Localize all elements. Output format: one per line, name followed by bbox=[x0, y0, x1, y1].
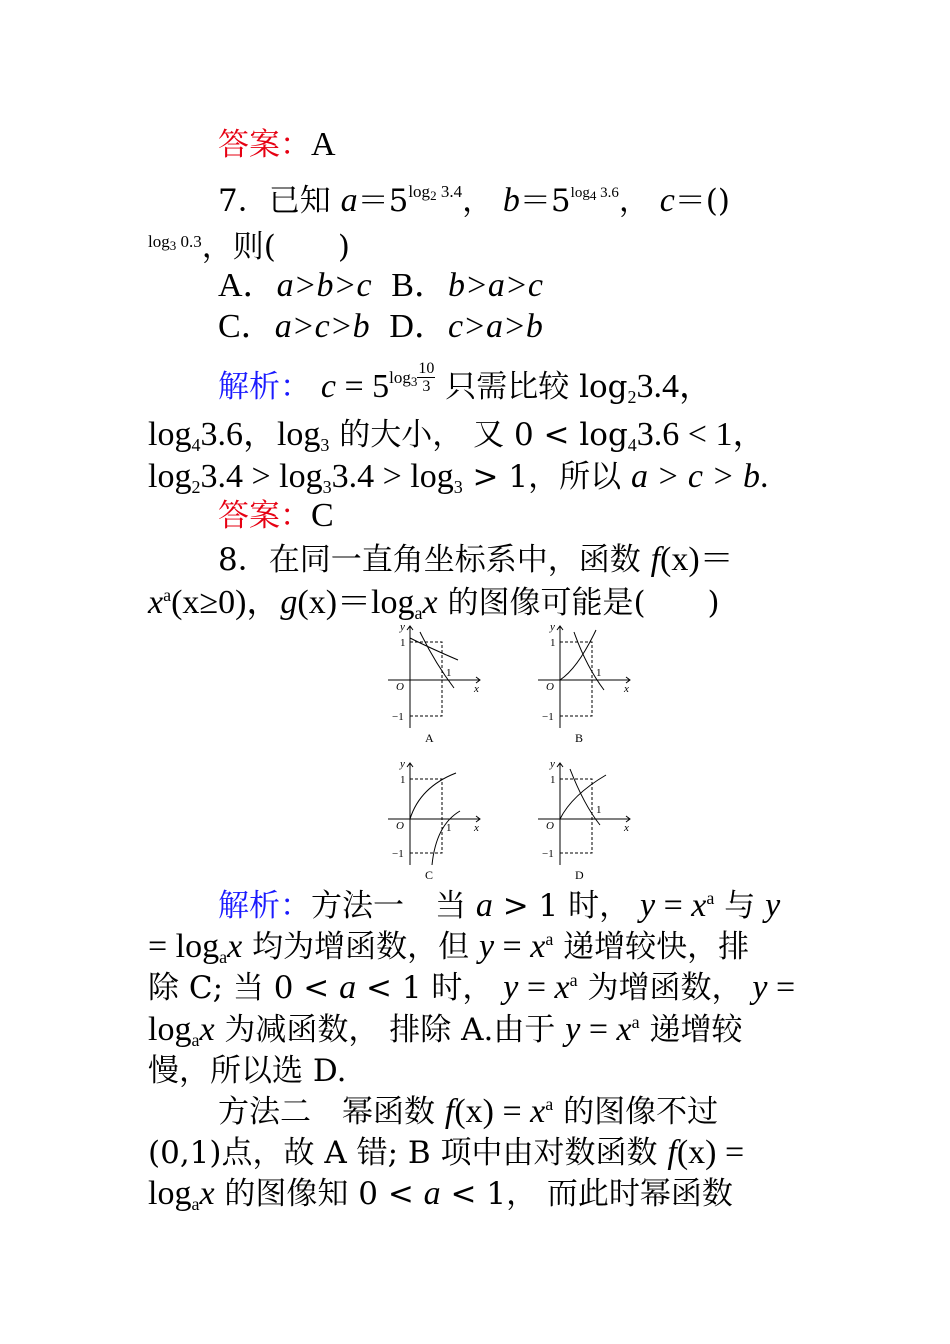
answer-line-1 bbox=[218, 125, 336, 165]
svg-text:−1: −1 bbox=[392, 711, 404, 723]
log-curve bbox=[570, 769, 600, 825]
graph-d bbox=[530, 755, 640, 885]
analysis-label: 解析： bbox=[218, 369, 311, 405]
svg-text:1: 1 bbox=[400, 637, 406, 649]
analysis-8-line-8: $\log_ax$ 的图像知 0 < a < 1， 而此时幂函数 bbox=[148, 1175, 733, 1214]
svg-text:O: O bbox=[396, 681, 404, 693]
analysis-label: 解析： bbox=[218, 888, 311, 924]
analysis-8-line-4: $\log_ax$ 为减函数， 排除 A.由于 $y = x^a$ 递增较 bbox=[148, 1011, 743, 1050]
dashed-guides bbox=[410, 642, 442, 716]
answer-line-2 bbox=[218, 496, 334, 536]
svg-text:y: y bbox=[400, 758, 405, 770]
question-8-line-2: $x^a(x\ge 0)$，$g(x)=\log_ax$ 的图像可能是( ) bbox=[148, 584, 720, 623]
svg-text:x: x bbox=[624, 822, 629, 834]
svg-text:−1: −1 bbox=[542, 848, 554, 860]
svg-text:−1: −1 bbox=[392, 848, 404, 860]
graph-caption: A bbox=[425, 731, 434, 745]
option-c-expr: a>c>b bbox=[274, 308, 370, 345]
graph-caption: B bbox=[575, 731, 584, 745]
graph-b bbox=[530, 618, 640, 748]
option-b-expr: b>a>c bbox=[447, 267, 543, 304]
svg-text:y: y bbox=[400, 621, 405, 633]
fraction: $\frac{10}{3}$ bbox=[418, 360, 435, 395]
dashed-guides bbox=[410, 779, 442, 853]
power-curve bbox=[410, 773, 456, 819]
svg-text:y: y bbox=[550, 758, 555, 770]
svg-text:O: O bbox=[546, 681, 554, 693]
analysis-8-line-6: 方法二 幂函数 $f(x) = x^a$ 的图像不过 bbox=[218, 1093, 719, 1130]
svg-text:1: 1 bbox=[596, 667, 602, 679]
answer-value: A bbox=[311, 126, 336, 163]
question-7-line-1: 7．已知 $a=5^{log2 3.4}$， $b=5^{log4 3.6}$， c＝() bbox=[218, 182, 730, 219]
power-curve bbox=[410, 638, 458, 660]
svg-text:y: y bbox=[550, 621, 555, 633]
analysis-7-line-1: 解析： $c = 5^{log3}$ $\frac{10}{3}$ 只需比较 $\log_23.4$， bbox=[218, 360, 714, 407]
analysis-8-line-7: (0,1)点，故 A 错; B 项中由对数函数 f(x) = bbox=[148, 1134, 745, 1171]
analysis-8-line-3: 除 C; 当 0 < a < 1 时， $y = x^a$ 为增函数， y = bbox=[148, 969, 796, 1006]
svg-text:O: O bbox=[396, 820, 404, 832]
question-8-line-1: 8．在同一直角坐标系中，函数 f(x)＝ bbox=[218, 541, 734, 578]
analysis-8-line-5: 慢，所以选 D. bbox=[148, 1053, 347, 1089]
question-7-line-2: $^{log3 0.3}$，则( ) bbox=[148, 229, 350, 265]
svg-text:1: 1 bbox=[446, 667, 452, 679]
answer-label: 答案： bbox=[218, 498, 311, 534]
analysis-7-line-2: $\log_43.6$，$\log_3$ 的大小， 又 $0 < \log_43.6 < 1$， bbox=[148, 416, 767, 455]
analysis-8-line-1: 解析：方法一 当 a > 1 时， $y = x^a$ 与 y bbox=[218, 887, 781, 924]
svg-text:x: x bbox=[624, 683, 629, 695]
dashed-guides bbox=[560, 779, 592, 853]
svg-text:−1: −1 bbox=[542, 711, 554, 723]
svg-text:x: x bbox=[474, 822, 479, 834]
answer-label: 答案： bbox=[218, 127, 311, 163]
option-d-expr: c>a>b bbox=[447, 308, 543, 345]
svg-text:1: 1 bbox=[400, 774, 406, 786]
svg-text:x: x bbox=[474, 683, 479, 695]
options-cd: C．a>c>b D．c>a>b bbox=[218, 308, 543, 345]
graph-a bbox=[380, 618, 490, 748]
svg-text:1: 1 bbox=[446, 822, 452, 834]
option-a-expr: a>b>c bbox=[276, 267, 372, 304]
svg-text:1: 1 bbox=[550, 774, 556, 786]
dashed-guides bbox=[560, 642, 592, 716]
power-curve bbox=[560, 630, 596, 680]
analysis-7-line-3: $\log_23.4 > \log_33.4 > \log_3 > 1$，所以 a > c > b. bbox=[148, 458, 769, 497]
analysis-8-line-2: = $\log_ax$ 均为增函数，但 $y = x^a$ 递增较快，排 bbox=[148, 928, 750, 967]
graph-caption: D bbox=[575, 868, 584, 882]
answer-value: C bbox=[311, 497, 334, 534]
graph-caption: C bbox=[425, 868, 434, 882]
svg-text:1: 1 bbox=[550, 637, 556, 649]
svg-text:1: 1 bbox=[596, 804, 602, 816]
svg-text:O: O bbox=[546, 820, 554, 832]
options-ab: A．a>b>c B．b>a>c bbox=[218, 267, 543, 304]
graph-c bbox=[380, 755, 490, 885]
